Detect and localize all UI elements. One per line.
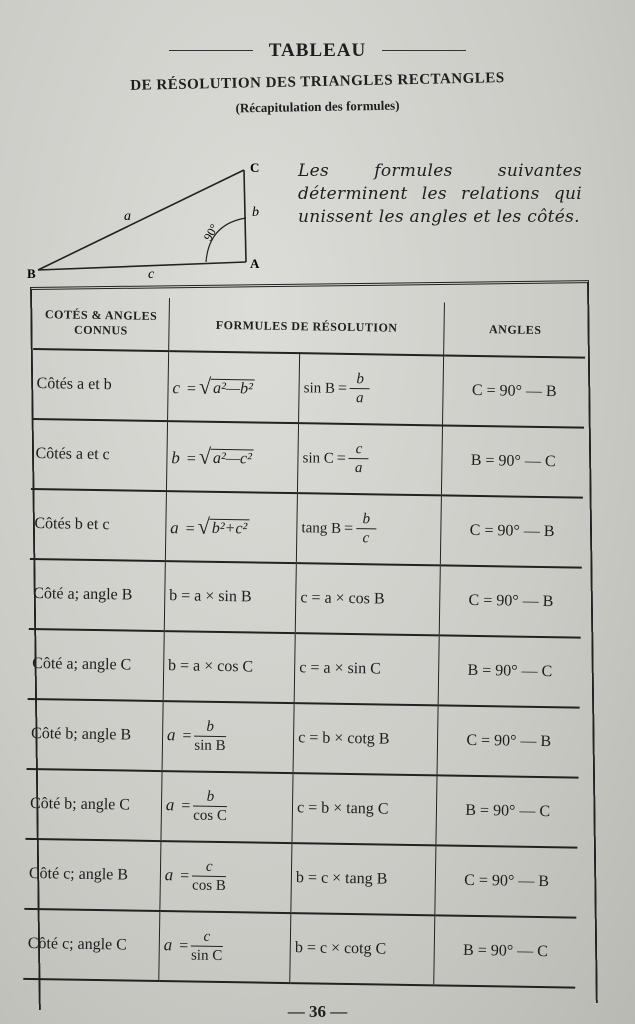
page-title (169, 40, 466, 62)
known-cell: Côté c; angle C (23, 909, 159, 981)
hypotenuse-line (38, 170, 244, 270)
angle-cell: C = 90° — B (440, 565, 582, 637)
formula-lhs: sin B (303, 379, 336, 397)
formula-2-cell: b = c × tang B (291, 843, 436, 915)
angle-cell: B = 90° — C (436, 775, 578, 847)
table-header-row (33, 296, 586, 358)
denominator: sin B (194, 737, 226, 755)
formula-2-cell: c = a × sin C (294, 633, 439, 705)
formula-1-cell: a = $\frac{b}{\text{sin B}}$ (162, 701, 294, 773)
radicand: a²—b² (211, 378, 255, 398)
side-b-label: b (252, 205, 259, 220)
square-root: √ a²—c² (199, 445, 254, 468)
side-c-label: c (148, 267, 155, 282)
fraction (192, 859, 226, 896)
table-row (24, 839, 577, 918)
page-header (0, 36, 635, 115)
formula-1-cell: a = $\frac{c}{\text{cos B}}$ (160, 841, 292, 913)
numerator: b (356, 371, 365, 388)
angle-cell: C = 90° — B (443, 355, 585, 427)
radicand: b²+c² (210, 518, 250, 538)
denominator: a (354, 460, 363, 477)
table-row (27, 699, 580, 778)
formula-lhs: a (164, 864, 174, 884)
known-cell: Côtés a et c (31, 419, 167, 491)
formula-lhs: a (166, 724, 176, 744)
known-cell: Côté b; angle B (27, 699, 163, 771)
formula-1-cell: a = $\frac{c}{\text{sin C}}$ (159, 911, 291, 983)
formula-lhs: a (165, 794, 175, 814)
angle-cell: B = 90° — C (442, 425, 584, 497)
numerator: c (205, 858, 213, 875)
fraction (191, 929, 223, 965)
header-formulas: FORMULES DE RÉSOLUTION (168, 298, 444, 355)
formula-2-cell: c = a × cos B (295, 563, 440, 635)
square-root: √ a²—b² (199, 375, 255, 398)
denominator: a (355, 390, 364, 407)
triangle-diagram (24, 158, 284, 286)
denominator: cos C (193, 807, 228, 825)
formula-1-cell: a = $\frac{b}{\text{cos C}}$ (161, 771, 293, 843)
formula-lhs: b (171, 447, 180, 467)
numerator: b (206, 718, 215, 735)
numerator: b (362, 511, 371, 528)
formula-2-cell: c = b × cotg B (293, 703, 438, 775)
angle-label: 90° (200, 221, 222, 244)
header-known: COTÉS & ANGLES CONNUS (33, 296, 169, 351)
denominator: sin C (190, 947, 223, 965)
formula-1-cell: b = a × sin B (164, 561, 296, 633)
numerator: c (355, 441, 363, 458)
formula-lhs: c (172, 377, 181, 397)
formula-2-cell: b = c × cotg C (290, 913, 435, 985)
vertex-a-label: A (250, 256, 260, 271)
side-a-label: a (124, 209, 131, 224)
formula-1-cell: c = √ a²—b² (167, 351, 299, 423)
numerator: c (203, 928, 211, 945)
formula-2-cell: tang B = $\frac{b}{c}$ (296, 493, 441, 565)
known-cell: Côtés b et c (30, 489, 166, 561)
denominator: cos B (191, 877, 226, 895)
formula-1-cell: a = √ b²+c² (165, 491, 297, 563)
formula-lhs: a (163, 934, 173, 954)
formula-1-cell: b = a × cos C (163, 631, 295, 703)
table-row (25, 769, 578, 848)
vertex-b-label: B (27, 266, 36, 281)
table-row (28, 629, 581, 708)
numerator: b (206, 788, 215, 805)
known-cell: Côté a; angle B (29, 559, 165, 631)
formula-table (23, 296, 586, 989)
angle-cell: C = 90° — B (437, 705, 579, 777)
known-cell: Côté a; angle C (28, 629, 164, 701)
radicand: a²—c² (211, 448, 254, 468)
vertex-c-label: C (250, 160, 260, 175)
fraction (194, 719, 226, 755)
title-text: TABLEAU (268, 39, 367, 61)
known-cell: Côtés a et b (32, 349, 168, 421)
angle-cell: C = 90° — B (441, 495, 583, 567)
title-rule-right (382, 50, 466, 51)
page-subtitle: DE RÉSOLUTION DES TRIANGLES RECTANGLES (130, 69, 505, 94)
angle-cell: B = 90° — C (434, 915, 576, 987)
formula-2-cell: c = b × tang C (292, 773, 437, 845)
page-note: (Récapitulation des formules) (235, 97, 400, 115)
formula-2-cell: sin B = $\frac{b}{a}$ (299, 353, 444, 425)
formula-1-cell: b = √ a²—c² (166, 421, 298, 493)
table-row (29, 559, 582, 638)
height-line (244, 170, 246, 262)
base-line (38, 262, 246, 270)
known-cell: Côté b; angle C (25, 769, 161, 841)
table-row (30, 489, 583, 568)
denominator: c (362, 530, 370, 547)
fraction (350, 371, 371, 407)
table-row (23, 909, 576, 988)
square-root: √ b²+c² (198, 515, 250, 538)
formula-2-cell: sin C = $\frac{c}{a}$ (298, 423, 443, 495)
fraction (356, 511, 377, 547)
header-angles: ANGLES (444, 302, 586, 357)
known-cell: Côté c; angle B (24, 839, 160, 911)
formula-lhs: sin C (302, 449, 334, 467)
intro-paragraph: Les formules suivantes déterminent les relations qui unissent les angles et les côtés. (298, 161, 582, 227)
page-number: — 36 — (287, 1002, 348, 1021)
angle-cell: B = 90° — C (439, 635, 581, 707)
fraction (193, 789, 227, 826)
table-row (31, 419, 584, 498)
fraction (349, 441, 370, 477)
table-row (32, 349, 585, 428)
angle-cell: C = 90° — B (435, 845, 577, 917)
title-rule-left (169, 50, 253, 51)
formula-lhs: a (170, 517, 179, 537)
formula-lhs: tang B (301, 519, 342, 537)
